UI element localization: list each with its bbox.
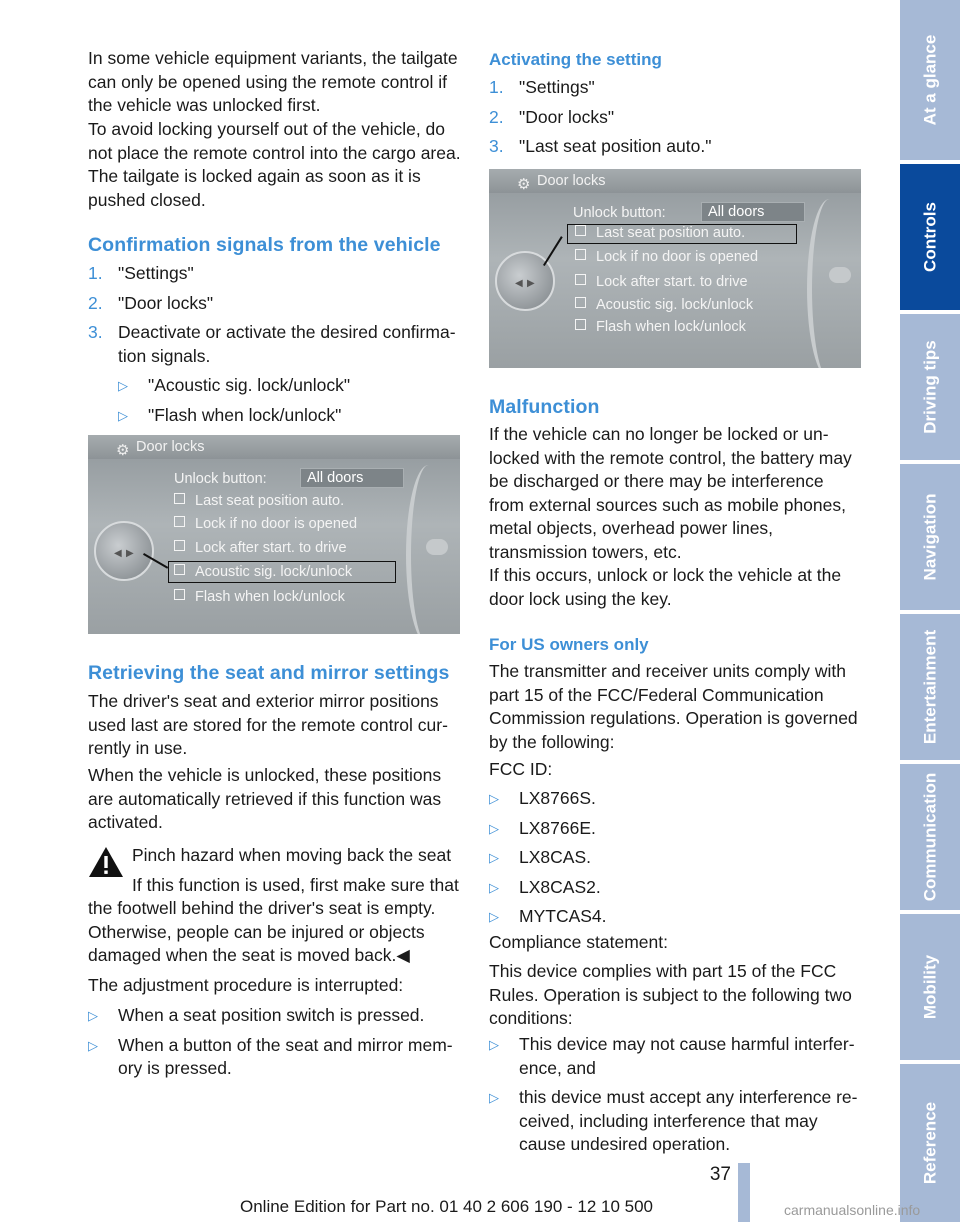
compliance-label: Compliance statement:	[489, 932, 668, 952]
triangle-bullet-icon: ▷	[118, 407, 128, 423]
tab-entertainment[interactable]: Entertainment	[900, 614, 960, 760]
list-item: ▷ LX8CAS.	[489, 846, 863, 870]
checkbox-icon	[575, 319, 586, 330]
controller-knob-icon: ◀ ▶	[495, 251, 555, 311]
list-item: ▷ When a seat position switch is pressed.	[88, 1004, 462, 1028]
triangle-bullet-icon: ▷	[88, 1037, 98, 1053]
fcc-id-label: FCC ID:	[489, 759, 553, 779]
triangle-bullet-icon: ▷	[489, 1090, 499, 1105]
list-item: ▷ This device may not cause harmful interference, and	[489, 1033, 863, 1080]
heading-activating-setting: Activating the setting	[489, 50, 662, 69]
screen-title: Door locks	[489, 169, 861, 193]
retrieve-paragraph-1: The driver's seat and exterior mirror positions used last are stored for the remote control currently in use.	[88, 691, 448, 758]
us-paragraph: The transmitter and receiver units comply with part 15 of the FCC/Federal Communication Commission regulations. Operation is governed by the following:	[489, 661, 858, 752]
tab-navigation[interactable]: Navigation	[900, 464, 960, 610]
screen-option: Lock after start. to drive	[174, 538, 347, 558]
warning-triangle-icon	[88, 845, 124, 879]
gear-icon: ⚙	[517, 176, 531, 193]
warning-body: the footwell behind the driver's seat is empty. Otherwise, people can be injured or objects damaged when the seat is moved back.◀	[88, 898, 436, 965]
heading-us-owners: For US owners only	[489, 635, 649, 654]
list-item: ▷ LX8766E.	[489, 817, 863, 841]
triangle-bullet-icon: ▷	[118, 378, 128, 393]
checkbox-icon	[575, 297, 586, 308]
gear-icon: ⚙	[116, 442, 130, 459]
checkbox-icon	[174, 589, 185, 600]
screen-option: Flash when lock/unlock	[575, 317, 746, 337]
highlight-box	[168, 561, 396, 583]
activate-steps-list	[489, 76, 863, 165]
list-item: 3. Deactivate or activate the desired confirmation signals.	[88, 322, 456, 366]
interrupt-intro: The adjustment procedure is interrupted:	[88, 975, 404, 995]
checkbox-icon	[575, 249, 586, 260]
fcc-id-list	[489, 787, 863, 935]
list-item: ▷ LX8CAS2.	[489, 876, 863, 900]
tab-controls[interactable]: Controls	[900, 164, 960, 310]
scroll-arc-icon	[807, 199, 852, 368]
triangle-bullet-icon: ▷	[489, 850, 499, 865]
conditions-list	[489, 1033, 863, 1163]
malfunction-paragraph-1: If the vehicle can no longer be locked or unlocked with the remote control, the battery may be discharged or there may be interference from external sources such as mobile phones, metal objects, overhead power lines, transmission towers, etc.	[489, 424, 852, 562]
unlock-button-value: All doors	[300, 468, 404, 488]
triangle-bullet-icon: ▷	[489, 909, 499, 924]
tab-communication[interactable]: Communication	[900, 764, 960, 910]
screen-title: Door locks	[88, 435, 460, 459]
screen-option: Last seat position auto.	[575, 223, 745, 243]
checkbox-icon	[174, 540, 185, 551]
screen-option: Lock if no door is opened	[575, 247, 758, 267]
triangle-bullet-icon: ▷	[489, 820, 499, 836]
list-item: 3. "Last seat position auto."	[489, 136, 712, 156]
unlock-button-label: Unlock button:	[573, 205, 666, 221]
confirm-steps-list	[88, 262, 462, 433]
screen-option: Flash when lock/unlock	[174, 587, 345, 607]
heading-confirmation-signals: Confirmation signals from the vehicle	[88, 234, 441, 256]
list-item: ▷ LX8766S.	[489, 787, 863, 811]
controller-knob-icon: ◀ ▶	[94, 521, 154, 581]
checkbox-icon	[174, 516, 185, 527]
triangle-bullet-icon: ▷	[489, 1037, 499, 1052]
warning-body-first-line: If this function is used, first make sure that	[132, 875, 459, 895]
list-item: ▷ When a button of the seat and mirror memory is pressed.	[88, 1034, 462, 1081]
list-item: 2. "Door locks"	[88, 292, 214, 313]
unlock-button-label: Unlock button:	[174, 471, 267, 487]
page-number: 37	[709, 1164, 731, 1185]
screen-option: Lock if no door is opened	[174, 514, 357, 534]
intro-paragraph-1: In some vehicle equipment variants, the tailgate can only be opened using the remote control if the vehicle was unlocked first.	[88, 48, 458, 115]
checkbox-icon	[174, 493, 185, 504]
triangle-bullet-icon: ▷	[489, 791, 499, 806]
compliance-paragraph: This device complies with part 15 of the FCC Rules. Operation is subject to the following two conditions:	[489, 961, 852, 1028]
callout-line	[543, 236, 562, 266]
malfunction-paragraph-2: If this occurs, unlock or lock the vehicle at the door lock using the key.	[489, 565, 842, 609]
screen-option: Last seat position auto.	[174, 491, 344, 511]
page-number-bar	[738, 1163, 750, 1222]
highlight-box	[567, 224, 797, 244]
unlock-button-value: All doors	[701, 202, 805, 222]
list-item: 2. "Door locks"	[489, 106, 615, 127]
tab-reference[interactable]: Reference	[900, 1064, 960, 1222]
list-item: 1. "Settings"	[88, 263, 194, 283]
door-locks-screen-image	[489, 169, 861, 368]
list-item: 1. "Settings"	[489, 77, 595, 97]
screen-option: Lock after start. to drive	[575, 272, 748, 292]
list-item: ▷ "Acoustic sig. lock/unlock"	[88, 374, 462, 398]
tab-driving-tips[interactable]: Driving tips	[900, 314, 960, 460]
list-item: ▷ this device must accept any interference received, including interference that may cause undesired operation.	[489, 1086, 863, 1157]
tab-mobility[interactable]: Mobility	[900, 914, 960, 1060]
door-locks-screen-image	[88, 435, 460, 634]
tab-at-a-glance[interactable]: At a glance	[900, 0, 960, 160]
list-item: ▷ MYTCAS4.	[489, 905, 863, 929]
screen-option: Acoustic sig. lock/unlock	[174, 562, 352, 582]
list-item: ▷ "Flash when lock/unlock"	[88, 404, 462, 428]
chapter-tabs	[900, 0, 960, 1222]
heading-malfunction: Malfunction	[489, 396, 600, 418]
triangle-bullet-icon: ▷	[88, 1008, 98, 1023]
footer-edition-text: Online Edition for Part no. 01 40 2 606 190 - 12 10 500	[240, 1197, 654, 1216]
triangle-bullet-icon: ▷	[489, 879, 499, 895]
menu-button-icon	[829, 267, 851, 283]
menu-button-icon	[426, 539, 448, 555]
checkbox-icon	[575, 274, 586, 285]
interrupt-list	[88, 1004, 462, 1087]
warning-title: Pinch hazard when moving back the seat	[132, 845, 452, 865]
intro-paragraph-2: To avoid locking yourself out of the vehicle, do not place the remote control into the cargo area. The tailgate is locked again as soon as it is pushed closed.	[88, 119, 461, 210]
heading-retrieve-settings: Retrieving the seat and mirror settings	[88, 662, 450, 684]
screen-option: Acoustic sig. lock/unlock	[575, 295, 753, 315]
retrieve-paragraph-2: When the vehicle is unlocked, these positions are automatically retrieved if this function was activated.	[88, 765, 442, 832]
watermark: carmanualsonline.info	[784, 1202, 921, 1218]
